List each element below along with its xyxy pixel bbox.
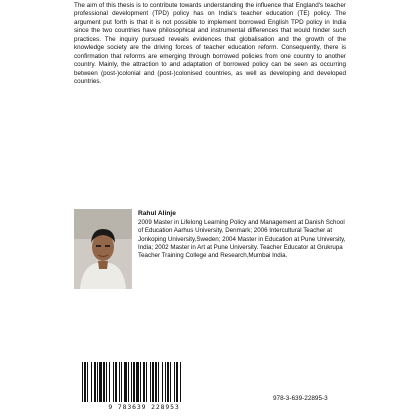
barcode-digits: 9 783639 228953 [108,403,180,411]
abstract-text: The aim of this thesis is to contribute towards understanding the influence that England's teacher professional development (TPD) policy has on India's teacher education (TE) policy. The argument put forth is that it is not possible to implement borrowed English TPD policy in India since the two countries have philosophical and instrumental differences that would hinder such practices. The inquiry pursued reveals evidences that globalisation and the growth of the knowledge society are the driving forces of teacher education reform. Consequently, there is confirmation that reforms are emerging through borrowed policies from one country to another country. Mainly, the attraction to and adaptation of borrowed policy can be seen as occurring between (post-)colonial and (post-)colonised countries, as well as developing and developed countries. [74,2,346,86]
author-photo [74,209,132,289]
barcode-bars [82,362,206,402]
isbn-number: 978-3-639-22895-3 [273,395,328,402]
barcode [74,360,214,412]
book-back-cover [58,0,360,420]
author-bio: 2009 Master in Lifelong Learning Policy and Management at Danish School of Education Aarhus University, Denmark; 2006 Intercultural Teacher at Jonkoping University,Sweden; 2004 Master in Education at Pune University, India; 2002 Master in Art at Pune University. Teacher Educator at Grukrupa Teacher Training College and Research,Mumbai India. [138,219,346,260]
author-name: Rahul Alinje [138,210,176,217]
